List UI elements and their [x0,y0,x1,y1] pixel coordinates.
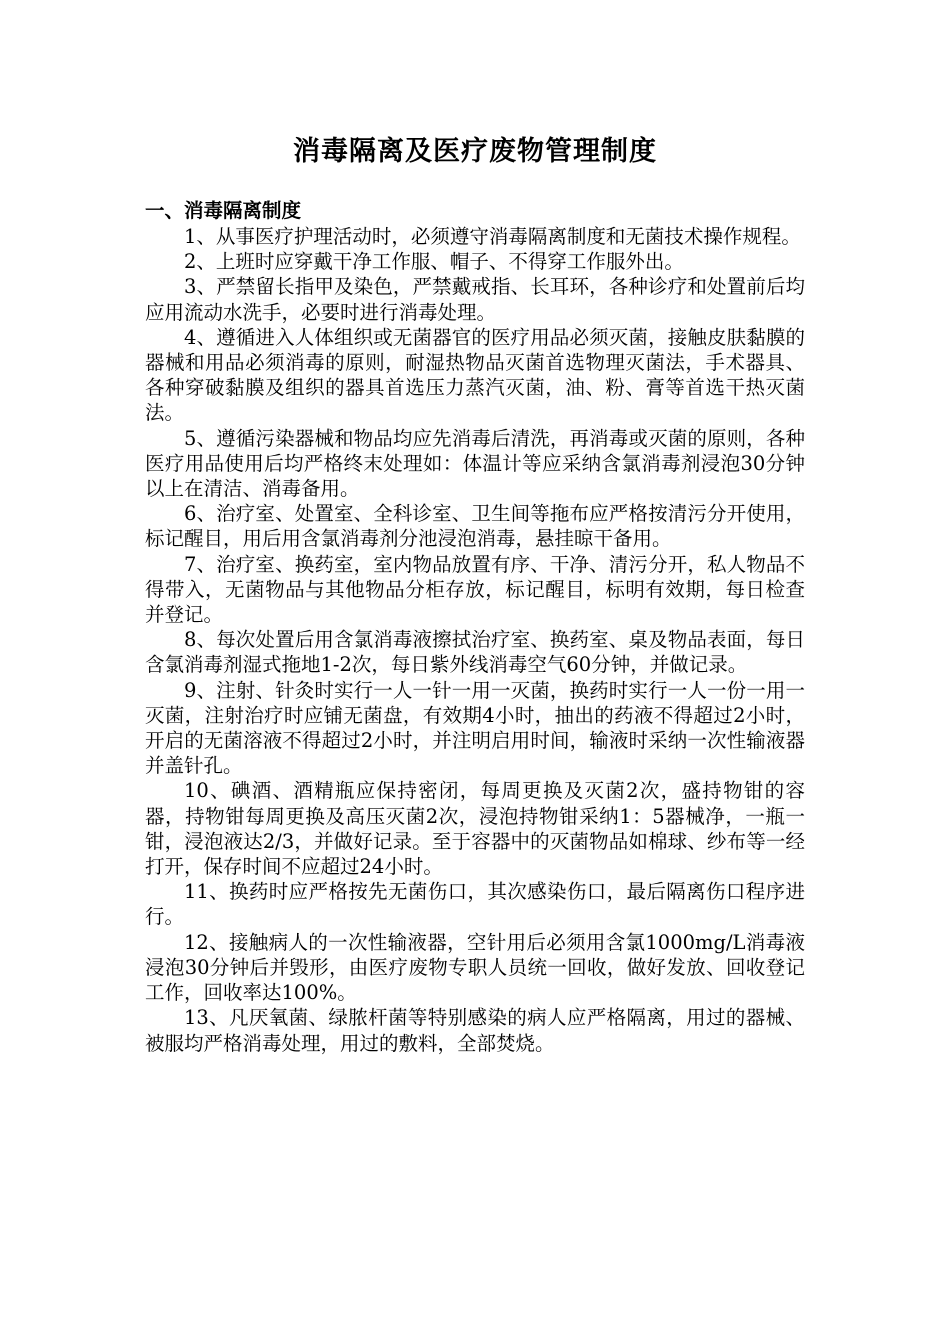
paragraph-12: 12、接触病人的一次性输液器，空针用后必须用含氯1000mg/L消毒液浸泡30分钟后并毁形，由医疗废物专职人员统一回收，做好发放、回收登记工作，回收率达100%。 [145,930,805,1005]
paragraph-5: 5、遵循污染器械和物品均应先消毒后清洗，再消毒或灭菌的原则，各种医疗用品使用后均严格终末处理如：体温计等应采纳含氯消毒剂浸泡30分钟以上在清洁、消毒备用。 [145,426,805,501]
paragraph-11: 11、换药时应严格按先无菌伤口，其次感染伤口，最后隔离伤口程序进行。 [145,880,805,929]
section-heading: 一、消毒隔离制度 [145,199,302,222]
paragraph-1: 1、从事医疗护理活动时，必须遵守消毒隔离制度和无菌技术操作规程。 [184,225,801,248]
document-title: 消毒隔离及医疗废物管理制度 [293,136,657,167]
paragraph-3: 3、严禁留长指甲及染色，严禁戴戒指、长耳环，各种诊疗和处置前后均应用流动水洗手，必要时进行消毒处理。 [145,275,805,324]
paragraph-10: 10、碘酒、酒精瓶应保持密闭，每周更换及灭菌2次，盛持物钳的容器，持物钳每周更换及高压灭菌2次，浸泡持物钳采纳1：5器械净，一瓶一钳，浸泡液达2/3，并做好记录。至于容器中的灭菌物品如棉球、纱布等一经打开，保存时间不应超过24小时。 [145,779,805,879]
document-body [145,198,805,1056]
paragraph-6: 6、治疗室、处置室、全科诊室、卫生间等拖布应严格按清污分开使用，标记醒目，用后用含氯消毒剂分池浸泡消毒，悬挂晾干备用。 [145,502,805,551]
paragraph-2: 2、上班时应穿戴干净工作服、帽子、不得穿工作服外出。 [184,250,684,274]
paragraph-7: 7、治疗室、换药室，室内物品放置有序、干净、清污分开，私人物品不得带入，无菌物品与其他物品分柜存放，标记醒目，标明有效期，每日检查并登记。 [145,552,805,627]
paragraph-8: 8、每次处置后用含氯消毒液擦拭治疗室、换药室、桌及物品表面，每日含氯消毒剂湿式拖地1-2次，每日紫外线消毒空气60分钟，并做记录。 [145,628,805,677]
paragraph-9: 9、注射、针灸时实行一人一针一用一灭菌，换药时实行一人一份一用一灭菌，注射治疗时应铺无菌盘，有效期4小时，抽出的药液不得超过2小时，开启的无菌溶液不得超过2小时，并注明启用时间，输液时采纳一次性输液器并盖针孔。 [145,678,805,778]
paragraph-13: 13、凡厌氧菌、绿脓杆菌等特别感染的病人应严格隔离，用过的器械、被服均严格消毒处理，用过的敷料，全部焚烧。 [145,1006,805,1055]
paragraph-4: 4、遵循进入人体组织或无菌器官的医疗用品必须灭菌，接触皮肤黏膜的器械和用品必须消毒的原则，耐湿热物品灭菌首选物理灭菌法，手术器具、各种穿破黏膜及组织的器具首选压力蒸汽灭菌，油、粉、膏等首选干热灭菌法。 [145,325,805,425]
